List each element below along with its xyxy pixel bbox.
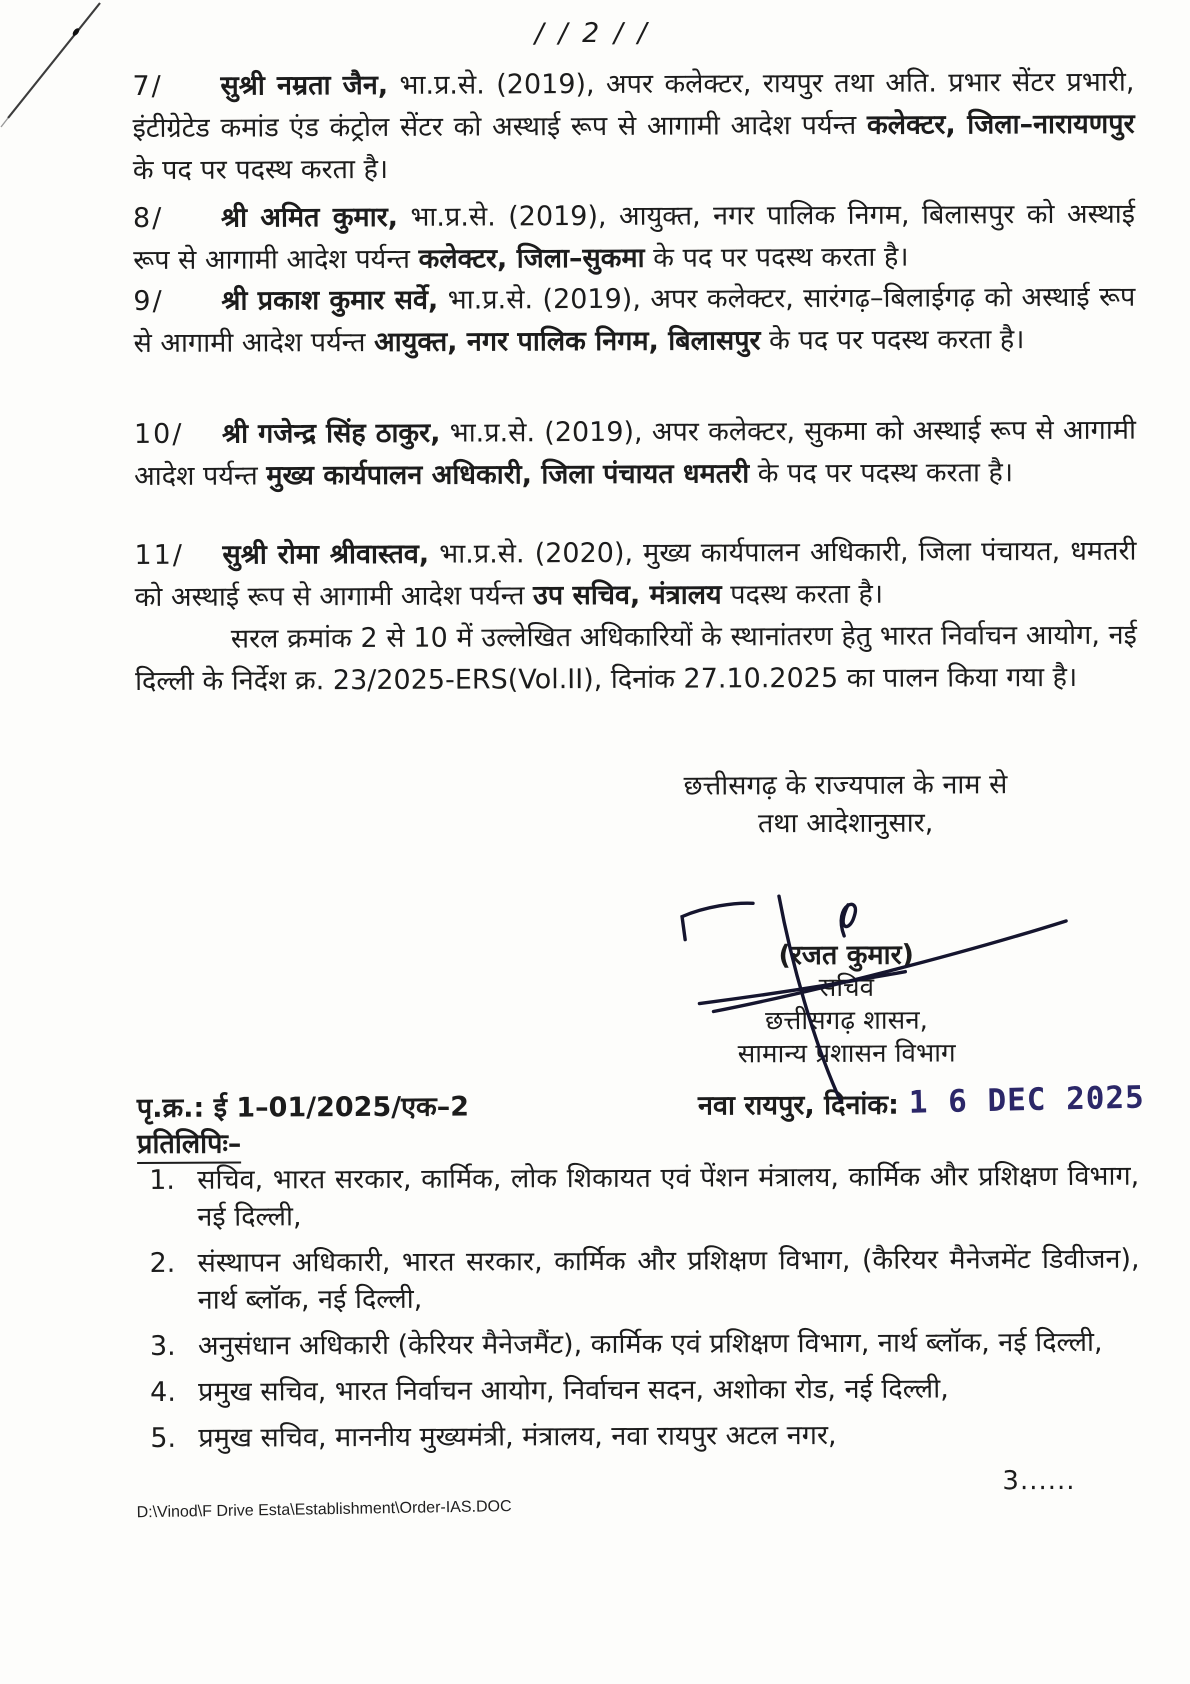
- order-text: श्री गजेन्द्र सिंह ठाकुर, भा.प्र.से. (2019), अपर कलेक्टर, सुकमा को अस्थाई रूप से आगामी आदेश पर्यन्त मुख्य कार्यपालन अधिकारी, जिला पंचायत धमतरी के पद पर पदस्थ करता है।: [134, 414, 1137, 493]
- order-item-9: [133, 277, 1135, 365]
- copy-item-number: 2.: [149, 1247, 176, 1279]
- signatory-title: सचिव: [818, 972, 875, 1004]
- document-file-path: D:\Vinod\F Drive Esta\Establishment\Order-IAS.DOC: [136, 1498, 512, 1522]
- page-continuation-marker: 3......: [1002, 1465, 1076, 1497]
- order-number: 11/: [134, 539, 185, 572]
- copy-item-text: अनुसंधान अधिकारी (केरियर मैनेजमैंट), कार्मिक एवं प्रशिक्षण विभाग, नार्थ ब्लॉक, नई दिल्ली,: [197, 1326, 1103, 1362]
- order-text: सुश्री नम्रता जैन, भा.प्र.से. (2019), अपर कलेक्टर, रायपुर तथा अति. प्रभार सेंटर प्रभारी, इंटीग्रेटेड कमांड एंड कंट्रोल सेंटर को अस्थाई रूप से आगामी आदेश पर्यन्त कलेक्टर, जिला–नारायणपुर के पद पर पदस्थ करता है।: [132, 66, 1135, 187]
- copy-item: [148, 1370, 1140, 1411]
- signatory-name: (रजत कुमार): [778, 939, 915, 972]
- copies-heading: प्रतिलिपिः–: [137, 1124, 242, 1164]
- signatory-org-line-2: सामान्य प्रशासन विभाग: [737, 1038, 956, 1070]
- order-number: 10/: [133, 418, 184, 451]
- reference-number: पृ.क्र.: ई 1–01/2025/एक–2: [136, 1091, 470, 1125]
- reference-row: [136, 1079, 1146, 1125]
- copy-item-number: 1.: [149, 1164, 176, 1196]
- order-number: 7/: [132, 70, 163, 103]
- order-text: श्री प्रकाश कुमार सर्वे, भा.प्र.से. (2019), अपर कलेक्टर, सारंगढ़–बिलाईगढ़ को अस्थाई रूप से आगामी आदेश पर्यन्त आयुक्त, नगर पालिक निगम, बिलासपुर के पद पर पदस्थ करता है।: [133, 281, 1136, 360]
- compliance-text: सरल क्रमांक 2 से 10 में उल्लेखित अधिकारियों के स्थानांतरण हेतु भारत निर्वाचन आयोग, नई दिल्ली के निर्देश क्र. 23/2025-ERS(Vol.II), दिनांक 27.10.2025 का पालन किया गया है।: [134, 619, 1137, 698]
- order-item-11: [134, 531, 1136, 619]
- signatory-org-line-1: छत्तीसगढ़ शासन,: [765, 1005, 928, 1037]
- copy-item: [148, 1324, 1140, 1365]
- authority-block: [630, 766, 1060, 844]
- copy-item-number: 5.: [150, 1422, 177, 1454]
- compliance-paragraph: [135, 615, 1137, 703]
- order-item-7: [132, 62, 1135, 192]
- order-text: श्री अमित कुमार, भा.प्र.से. (2019), आयुक्त, नगर पालिक निगम, बिलासपुर को अस्थाई रूप से आगामी आदेश पर्यन्त कलेक्टर, जिला–सुकमा के पद पर पदस्थ करता है।: [133, 198, 1136, 277]
- page-number-header: / / 2 / /: [534, 17, 650, 50]
- copy-item: [147, 1158, 1139, 1236]
- authority-line-2: तथा आदेशानुसार,: [757, 807, 934, 840]
- date-stamp: 1 6 DEC 2025: [908, 1079, 1146, 1121]
- signatory-block: [631, 938, 1062, 1072]
- order-number: 8/: [132, 202, 164, 235]
- copy-item: [147, 1241, 1139, 1319]
- copy-item-number: 3.: [149, 1330, 176, 1362]
- place-date: [697, 1079, 1146, 1123]
- place-date-label: नवा रायपुर, दिनांक:: [697, 1089, 899, 1122]
- copy-item-text: सचिव, भारत सरकार, कार्मिक, लोक शिकायत एवं पेंशन मंत्रालय, कार्मिक और प्रशिक्षण विभाग, नई दिल्ली,: [197, 1160, 1140, 1233]
- copy-item-text: प्रमुख सचिव, माननीय मुख्यमंत्री, मंत्रालय, नवा रायपुर अटल नगर,: [198, 1419, 837, 1454]
- copy-item-number: 4.: [150, 1376, 176, 1408]
- copy-item: [148, 1416, 1140, 1457]
- copy-item-text: प्रमुख सचिव, भारत निर्वाचन आयोग, निर्वाचन सदन, अशोका रोड, नई दिल्ली,: [198, 1373, 949, 1408]
- order-text: सुश्री रोमा श्रीवास्तव, भा.प्र.से. (2020), मुख्य कार्यपालन अधिकारी, जिला पंचायत, धमतरी को अस्थाई रूप से आगामी आदेश पर्यन्त उप सचिव, मंत्रालय पदस्थ करता है।: [134, 535, 1137, 614]
- order-number: 9/: [133, 285, 164, 318]
- order-item-8: [133, 194, 1135, 282]
- order-item-10: [134, 410, 1136, 498]
- copies-list: [147, 1158, 1140, 1466]
- copy-item-text: संस्थापन अधिकारी, भारत सरकार, कार्मिक और प्रशिक्षण विभाग, (कैरियर मैनेजमेंट डिवीजन), नार्थ ब्लॉक, नई दिल्ली,: [197, 1243, 1140, 1316]
- authority-line-1: छत्तीसगढ़ के राज्यपाल के नाम से: [683, 769, 1008, 802]
